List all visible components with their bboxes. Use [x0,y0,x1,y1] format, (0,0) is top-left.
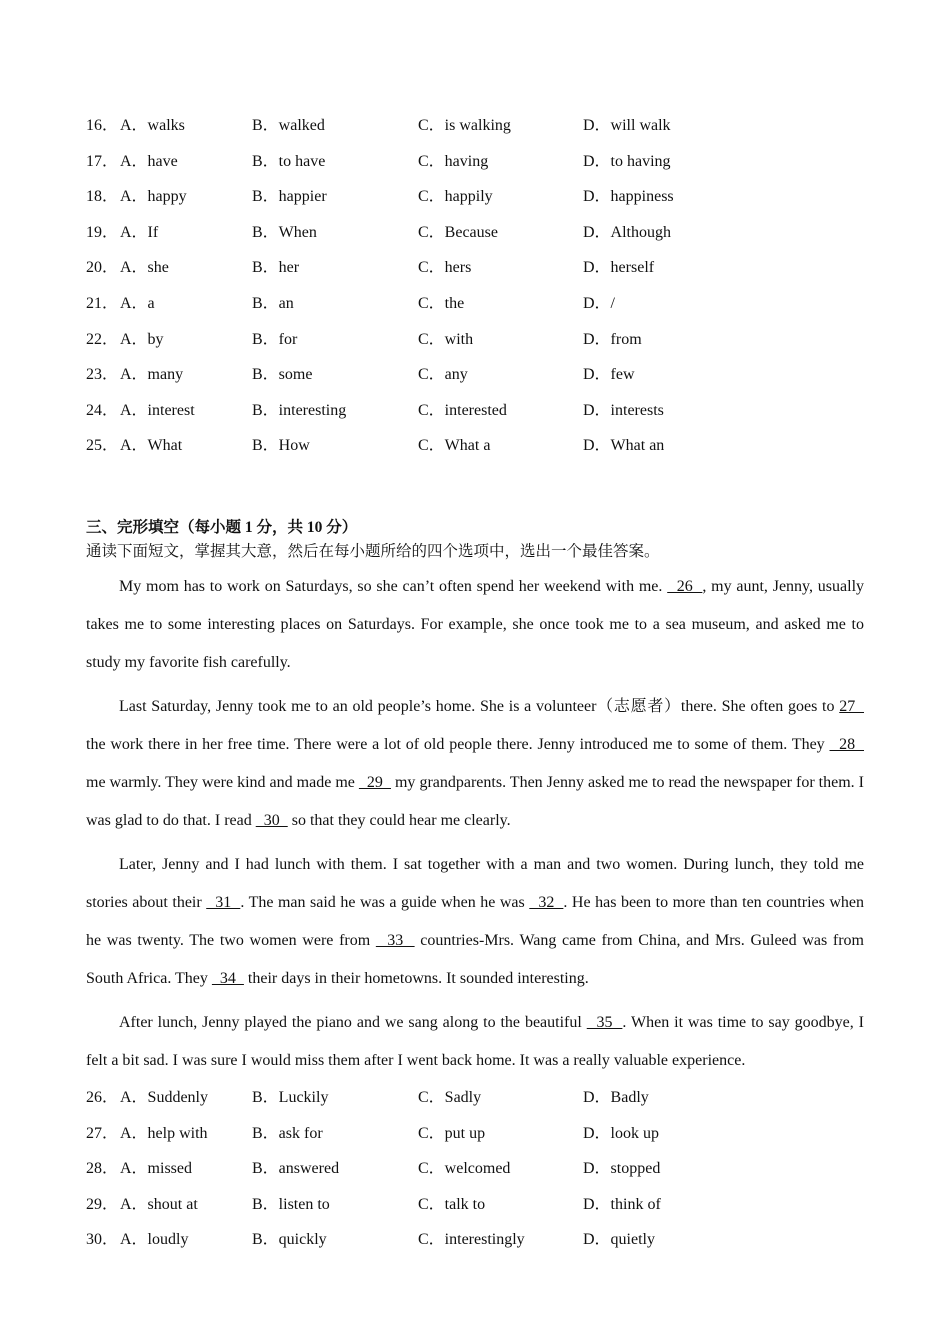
question-number: 16． [86,117,119,134]
option-a: A．she [120,259,169,277]
question-row [86,357,864,393]
option-a: A．help with [120,1124,208,1142]
option-a: A．by [120,330,164,348]
question-row [86,1187,864,1223]
question-number: 20． [86,259,119,277]
question-number: 19． [86,223,119,241]
option-c: C．is walking [418,117,511,134]
passage-text: me warmly. They were kind and made me [86,773,359,791]
blank-28: 28 [829,735,864,753]
option-a: A．shout at [120,1195,198,1213]
option-d: D．to having [583,152,671,170]
option-a: A．a [120,294,155,312]
blank-26: 26 [667,577,703,595]
option-d: D．will walk [583,117,671,134]
option-b: B．ask for [252,1124,323,1142]
blank-32: 32 [529,893,564,911]
question-row [86,144,864,180]
option-c: C．interestingly [418,1231,525,1249]
option-c: C．talk to [418,1195,486,1213]
option-b: B．to have [252,152,326,170]
question-number: 23． [86,366,119,384]
option-b: B．interesting [252,401,347,419]
option-b: B．walked [252,117,325,134]
passage-text: . He has been to more than ten countries when he was twenty. The two women were from [86,893,865,949]
question-number: 30． [86,1231,119,1249]
option-d: D．interests [583,401,664,419]
option-b: B．How [252,437,310,455]
option-c: C．Because [418,223,498,241]
option-b: B．answered [252,1160,340,1178]
blank-30: 30 [255,811,288,829]
passage-paragraph-2 [86,688,864,840]
question-number: 25． [86,437,119,455]
option-d: D．look up [583,1124,660,1142]
passage-text: the work there in her free time. There were a lot of old people there. Jenny introduced me to some of them. They [86,735,830,753]
option-d: D．Although [583,223,672,241]
option-c: C．the [418,294,465,312]
grammar-options-list [86,108,864,464]
option-c: C．happily [418,188,493,206]
option-d: D．Badly [583,1088,649,1106]
question-row [86,1151,864,1187]
option-a: A．happy [120,188,187,206]
question-row [86,286,864,322]
question-row [86,215,864,251]
question-row [86,108,864,144]
passage-text: . The man said he was a guide when he was [240,893,530,911]
question-number: 21． [86,294,119,312]
option-a: A．Suddenly [120,1088,209,1106]
option-d: D．What an [583,437,665,455]
passage-paragraph-3 [86,846,864,998]
option-b: B．an [252,294,294,312]
option-b: B．happier [252,188,327,206]
question-number: 28． [86,1160,119,1178]
passage-text: so that they could hear me clearly. [287,811,511,829]
question-row [86,1080,864,1116]
question-row [86,1222,864,1258]
option-b: B．for [252,330,298,348]
option-d: D．happiness [583,188,674,206]
option-c: C．interested [418,401,507,419]
option-d: D．quietly [583,1231,655,1249]
option-c: C．having [418,152,489,170]
option-d: D．from [583,330,642,348]
passage-paragraph-1 [86,568,864,682]
question-row [86,322,864,358]
question-row [86,428,864,464]
question-number: 27． [86,1124,119,1142]
exam-page [86,108,864,1258]
passage-text: , my aunt, Jenny, usually takes me to some interesting places on Saturdays. For example, she once took me to a sea museum, and asked me to study my favorite fish carefully. [86,577,865,671]
passage-text: countries-Mrs. Wang came from China, and Mrs. Guleed was from South Africa. They [86,931,865,987]
passage-paragraph-4 [86,1004,864,1080]
passage-text: their days in their hometowns. It sounded interesting. [243,969,589,987]
option-b: B．some [252,366,313,384]
option-a: A．loudly [120,1231,189,1249]
option-b: B．When [252,223,317,241]
option-d: D．/ [583,294,616,312]
passage-text: After lunch, Jenny played the piano and we sang along to the beautiful [119,1013,587,1031]
option-c: C．Sadly [418,1088,482,1106]
option-c: C．any [418,366,468,384]
option-b: B．her [252,259,300,277]
option-b: B．listen to [252,1195,330,1213]
passage-text: my grandparents. Then Jenny asked me to read the newspaper for them. I was glad to do that. I read [86,773,865,829]
option-b: B．quickly [252,1231,327,1249]
question-number: 17． [86,152,119,170]
option-c: C．put up [418,1124,486,1142]
option-a: A．What [120,437,183,455]
option-b: B．Luckily [252,1088,329,1106]
blank-33: 33 [375,931,415,949]
option-c: C．hers [418,259,472,277]
passage-text: Last Saturday, Jenny took me to an old people’s home. She is a volunteer（志愿者）there. She often goes to [119,697,840,715]
question-row [86,1116,864,1152]
option-d: D．stopped [583,1160,661,1178]
question-row [86,250,864,286]
question-row [86,179,864,215]
blank-27: 27 [839,697,864,715]
question-number: 22． [86,330,119,348]
option-a: A．missed [120,1160,193,1178]
option-d: D．think of [583,1195,661,1213]
blank-29: 29 [358,773,391,791]
blank-35: 35 [586,1013,623,1031]
option-c: C．What a [418,437,491,455]
option-a: A．many [120,366,184,384]
option-d: D．herself [583,259,655,277]
option-a: A．have [120,152,178,170]
cloze-options-list [86,1080,864,1258]
option-a: A．If [120,223,159,241]
option-a: A．interest [120,401,195,419]
section-instruction: 通读下面短文，掌握其大意，然后在每小题所给的四个选项中，选出一个最佳答案。 [86,542,660,560]
question-number: 18． [86,188,119,206]
option-d: D．few [583,366,635,384]
section-title: 三、完形填空（每小题 1 分，共 10 分） [86,518,358,536]
passage-text: Later, Jenny and I had lunch with them. I sat together with a man and two women. During lunch, they told me stories about their [86,855,864,911]
blank-31: 31 [206,893,241,911]
question-number: 24． [86,401,119,419]
passage-text: . When it was time to say goodbye, I felt a bit sad. I was sure I would miss them after I went back home. It was a really valuable experience. [86,1013,865,1069]
option-c: C．with [418,330,474,348]
option-c: C．welcomed [418,1160,511,1178]
blank-34: 34 [211,969,244,987]
question-number: 26． [86,1088,119,1106]
question-row [86,393,864,429]
passage-text: My mom has to work on Saturdays, so she can’t often spend her weekend with me. [119,577,668,595]
question-number: 29． [86,1195,119,1213]
option-a: A．walks [120,117,185,134]
